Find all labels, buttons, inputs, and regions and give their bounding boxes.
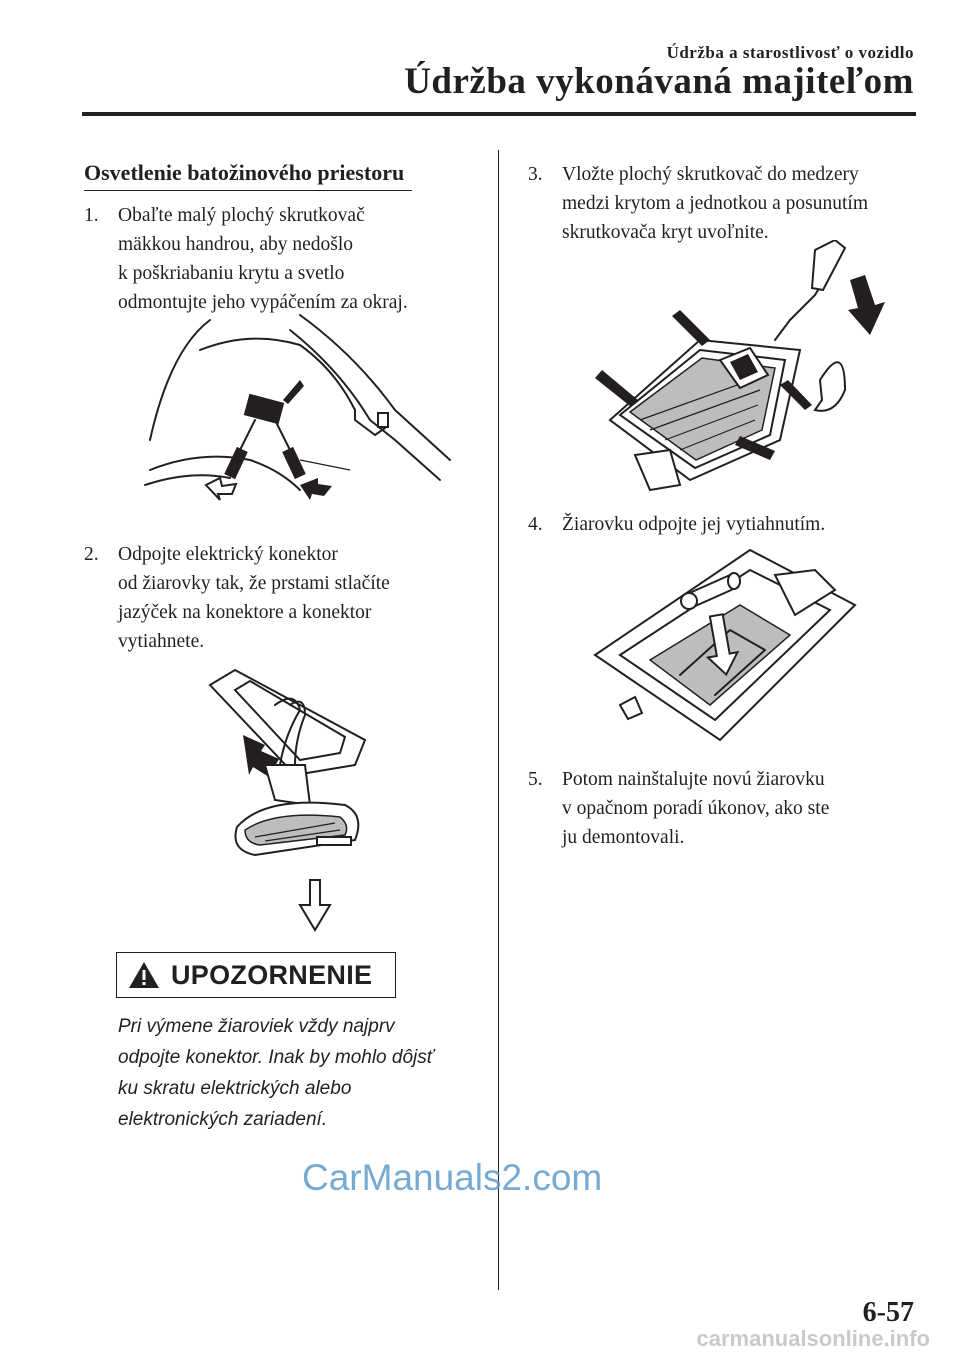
step-2-number: 2. [84,544,99,565]
step-4-number: 4. [528,514,543,535]
step-4-text: Žiarovku odpojte jej vytiahnutím. [562,514,826,535]
step-3 [528,160,928,247]
step-1-text: Obaľte malý plochý skrutkovač mäkkou handrou, aby nedošlo k poškriabaniu krytu a svetlo odmontujte jeho vypáčením za okraj. [118,205,408,313]
step-5 [528,765,928,852]
page-title: Údržba vykonávaná majiteľom [404,61,914,102]
step-1-number: 1. [84,205,99,226]
step-5-text: Potom nainštalujte novú žiarovku v opačnom poradí úkonov, ako ste ju demontovali. [562,769,830,848]
section-title: Osvetlenie batožinového priestoru [84,160,412,191]
warning-box [116,952,396,998]
step-2-text: Odpojte elektrický konektor od žiarovky tak, že prstami stlačíte jazýček na konektore a konektor vytiahnete. [118,544,390,652]
step-3-number: 3. [528,164,543,185]
illustration-remove-lamp [140,310,460,510]
step-1 [84,201,484,317]
step-5-number: 5. [528,769,543,790]
column-divider [498,150,499,1290]
illustration-remove-bulb [590,535,870,755]
warning-triangle-icon [127,960,161,990]
watermark-carmanualsonline: carmanualsonline.info [696,1326,930,1351]
warning-label: UPOZORNENIE [171,959,373,990]
step-2 [84,540,484,656]
page-number: 6-57 [862,1297,914,1328]
header-rule [82,112,916,116]
warning-text: Pri výmene žiaroviek vždy najprv odpojte konektor. Inak by mohlo dôjsť ku skratu elektrických alebo elektronických zariadení. [118,1016,434,1130]
illustration-release-cover [590,240,890,500]
step-3-text: Vložte plochý skrutkovač do medzery medzi krytom a jednotkou a posunutím skrutkovača kryt uvoľnite. [562,164,868,243]
watermark-carmanuals2: CarManuals2.com [302,1157,603,1198]
chapter-subtitle: Údržba a starostlivosť o vozidlo [666,43,914,62]
illustration-disconnect-connector [205,665,375,935]
